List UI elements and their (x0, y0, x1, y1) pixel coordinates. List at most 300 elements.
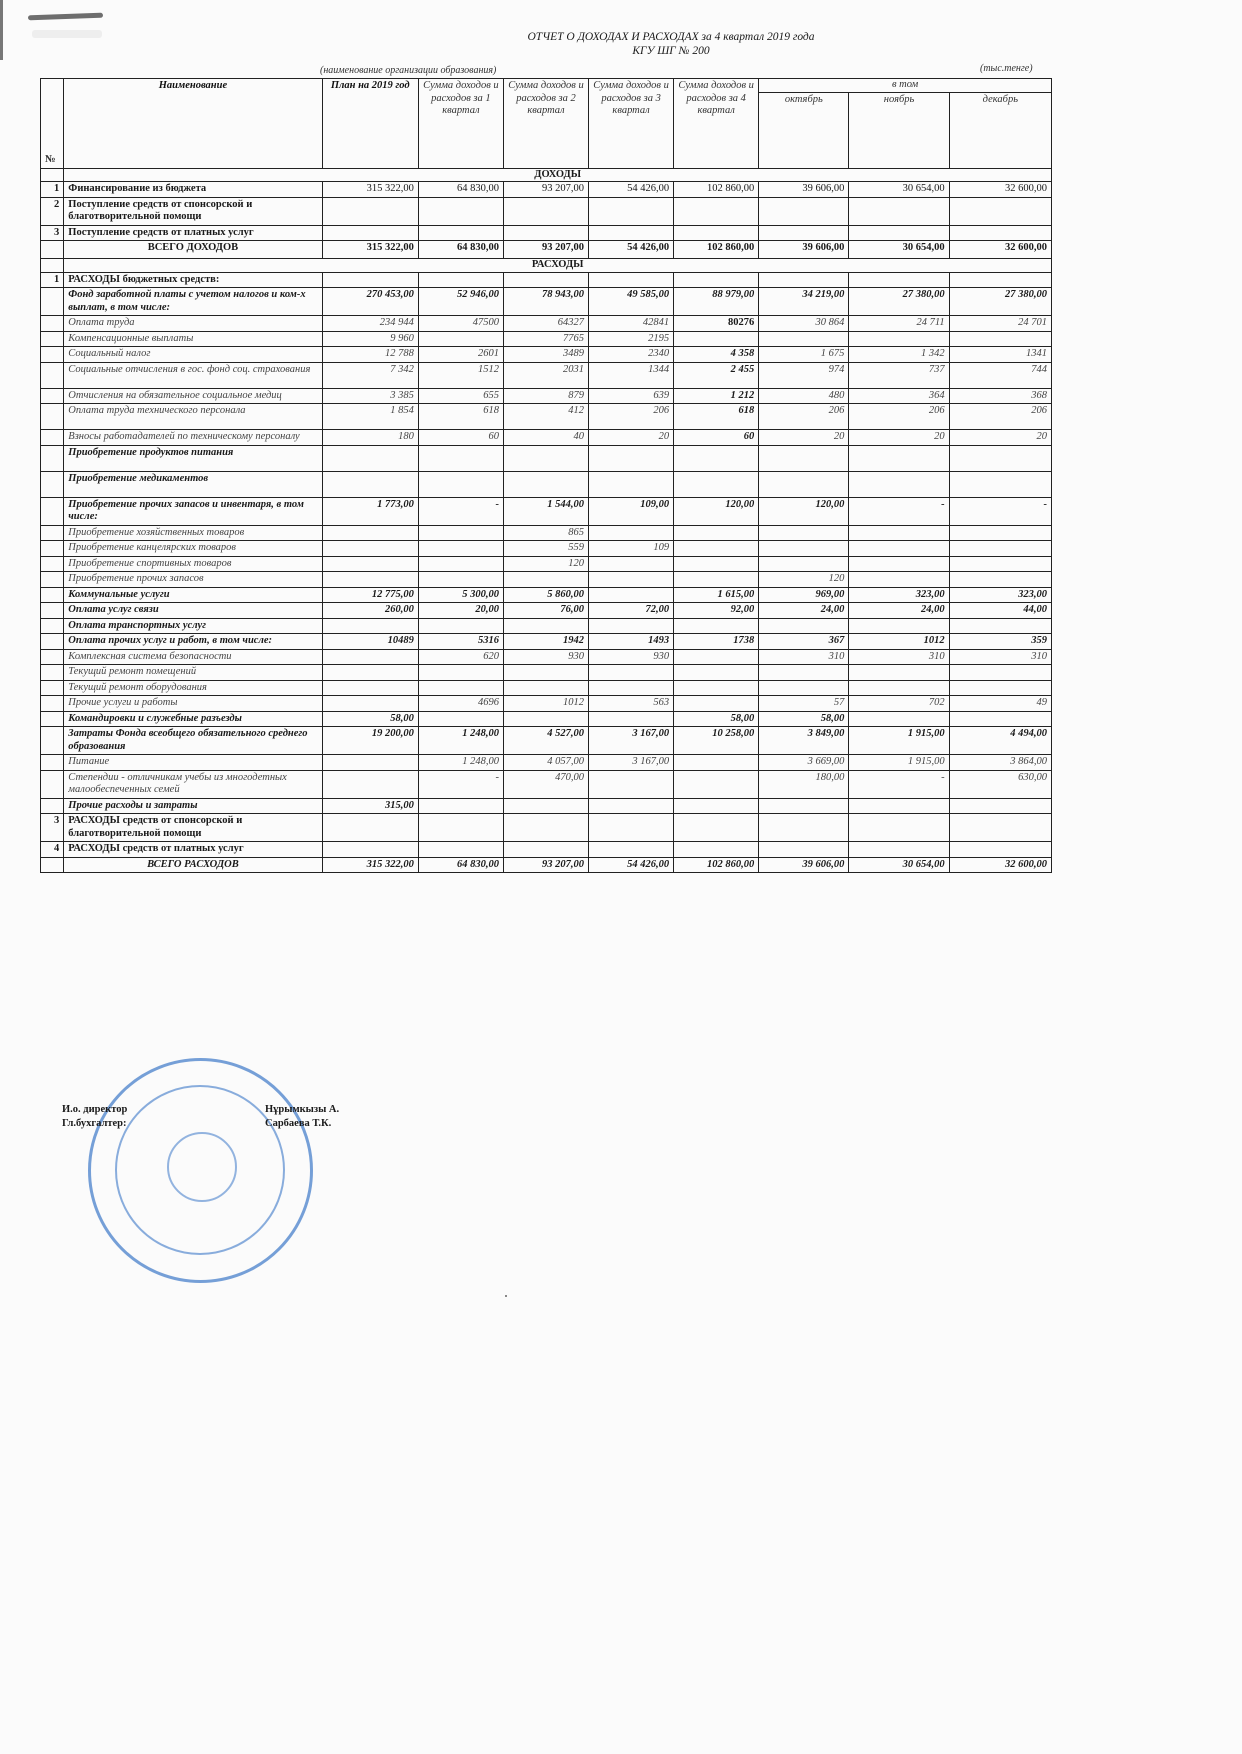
expenses-total-row (41, 857, 1052, 873)
cell-oct (759, 525, 849, 541)
cell-nov: 364 (849, 388, 949, 404)
cell-plan (322, 842, 418, 858)
cell-nov: 20 (849, 430, 949, 446)
cell-oct (759, 445, 849, 471)
cell-dec: 206 (949, 404, 1051, 430)
cell-q4 (674, 618, 759, 634)
cell-dec (949, 618, 1051, 634)
cell-nov: 310 (849, 649, 949, 665)
cell-nov (849, 572, 949, 588)
cell-oct: 20 (759, 430, 849, 446)
cell-nov (849, 814, 949, 842)
cell-q1 (418, 541, 503, 557)
cell-q3: 930 (589, 649, 674, 665)
cell-dec: 3 864,00 (949, 755, 1051, 771)
cell-nov: 1 915,00 (849, 755, 949, 771)
row-number (41, 572, 64, 588)
cell-plan: 12 788 (322, 347, 418, 363)
row-number: 1 (41, 272, 64, 288)
cell-plan (322, 471, 418, 497)
cell-q4: 618 (674, 404, 759, 430)
row-name: Коммунальные услуги (64, 587, 322, 603)
cell-q3 (589, 711, 674, 727)
row-name: РАСХОДЫ средств от спонсорской и благотворительной помощи (64, 814, 322, 842)
row-name: Прочие расходы и затраты (64, 798, 322, 814)
table-row (41, 445, 1052, 471)
organization-name: КГУ ШГ № 200 (632, 45, 710, 57)
cell-nov (849, 445, 949, 471)
cell-dec: 44,00 (949, 603, 1051, 619)
scan-dot (505, 1295, 507, 1297)
cell-dec (949, 814, 1051, 842)
cell-q2 (503, 572, 588, 588)
cell-dec (949, 556, 1051, 572)
table-row (41, 634, 1052, 650)
table-row (41, 404, 1052, 430)
cell-q3: 3 167,00 (589, 727, 674, 755)
cell-q2: 5 860,00 (503, 587, 588, 603)
row-number (41, 525, 64, 541)
accountant-name: Сарбаева Т.К. (265, 1118, 332, 1129)
row-name: Приобретение продуктов питания (64, 445, 322, 471)
cell-plan (322, 197, 418, 225)
cell-dec: 1341 (949, 347, 1051, 363)
cell-plan: 58,00 (322, 711, 418, 727)
total-label: ВСЕГО ДОХОДОВ (64, 241, 322, 259)
no-cell (41, 259, 64, 273)
table-row (41, 696, 1052, 712)
cell-q4: 10 258,00 (674, 727, 759, 755)
cell-q4 (674, 471, 759, 497)
cell-q2 (503, 445, 588, 471)
table-row (41, 272, 1052, 288)
income-total-row (41, 241, 1052, 259)
no-cell (41, 241, 64, 259)
row-name: Социальные отчисления в гос. фонд соц. страхования (64, 362, 322, 388)
cell-q1 (418, 197, 503, 225)
table-row (41, 727, 1052, 755)
total-nov: 30 654,00 (849, 857, 949, 873)
cell-q3: 3 167,00 (589, 755, 674, 771)
row-name: Оплата прочих услуг и работ, в том числе: (64, 634, 322, 650)
cell-q3 (589, 445, 674, 471)
cell-nov: 323,00 (849, 587, 949, 603)
row-number: 2 (41, 197, 64, 225)
cell-nov (849, 556, 949, 572)
row-number (41, 445, 64, 471)
accountant-label: Гл.бухгалтер: (62, 1118, 127, 1129)
row-number (41, 430, 64, 446)
cell-q2 (503, 842, 588, 858)
official-stamp (88, 1058, 313, 1283)
row-number (41, 711, 64, 727)
row-name: Приобретение спортивных товаров (64, 556, 322, 572)
cell-q1: 60 (418, 430, 503, 446)
cell-q3 (589, 556, 674, 572)
cell-nov: 30 654,00 (849, 182, 949, 198)
cell-q3 (589, 798, 674, 814)
cell-q2: 559 (503, 541, 588, 557)
row-name: Комплексная система безопасности (64, 649, 322, 665)
cell-nov: 702 (849, 696, 949, 712)
row-number (41, 680, 64, 696)
row-number (41, 587, 64, 603)
row-number (41, 347, 64, 363)
cell-q4: 1738 (674, 634, 759, 650)
cell-q4 (674, 445, 759, 471)
cell-oct: 367 (759, 634, 849, 650)
cell-q1 (418, 445, 503, 471)
total-nov: 30 654,00 (849, 241, 949, 259)
row-number (41, 770, 64, 798)
cell-dec (949, 798, 1051, 814)
cell-plan (322, 525, 418, 541)
cell-oct: 180,00 (759, 770, 849, 798)
cell-nov: 1 342 (849, 347, 949, 363)
cell-dec (949, 225, 1051, 241)
cell-oct (759, 680, 849, 696)
cell-q1 (418, 798, 503, 814)
cell-dec: 630,00 (949, 770, 1051, 798)
cell-q1 (418, 711, 503, 727)
cell-dec: 27 380,00 (949, 288, 1051, 316)
cell-plan: 19 200,00 (322, 727, 418, 755)
row-number: 3 (41, 225, 64, 241)
cell-oct (759, 814, 849, 842)
row-name: Компенсационные выплаты (64, 331, 322, 347)
cell-oct: 57 (759, 696, 849, 712)
row-name: Прочие услуги и работы (64, 696, 322, 712)
cell-q3: 109,00 (589, 497, 674, 525)
cell-q2: 78 943,00 (503, 288, 588, 316)
cell-oct: 30 864 (759, 316, 849, 332)
cell-plan (322, 755, 418, 771)
cell-oct (759, 225, 849, 241)
table-row (41, 711, 1052, 727)
cell-nov (849, 665, 949, 681)
report-title: ОТЧЕТ О ДОХОДАХ И РАСХОДАХ за 4 квартал 2019 года (527, 31, 815, 43)
row-number (41, 649, 64, 665)
cell-nov (849, 471, 949, 497)
cell-q2 (503, 665, 588, 681)
cell-nov (849, 331, 949, 347)
cell-q1: 47500 (418, 316, 503, 332)
cell-plan (322, 541, 418, 557)
cell-oct: 974 (759, 362, 849, 388)
total-label: ВСЕГО РАСХОДОВ (64, 857, 322, 873)
income-expense-table (40, 78, 1052, 873)
total-q3: 54 426,00 (589, 241, 674, 259)
row-number (41, 618, 64, 634)
total-q3: 54 426,00 (589, 857, 674, 873)
cell-q4: 88 979,00 (674, 288, 759, 316)
row-name: Приобретение прочих запасов и инвентаря, в том числе: (64, 497, 322, 525)
header-row (41, 79, 1052, 93)
table-row (41, 197, 1052, 225)
table-row (41, 288, 1052, 316)
cell-q4 (674, 696, 759, 712)
total-q1: 64 830,00 (418, 241, 503, 259)
cell-q3: 206 (589, 404, 674, 430)
cell-dec (949, 331, 1051, 347)
organization-caption: (наименование организации образования) (320, 65, 497, 76)
cell-nov: 24,00 (849, 603, 949, 619)
total-q4: 102 860,00 (674, 857, 759, 873)
col-header-q2: Сумма доходов и расходов за 2 квартал (503, 79, 588, 169)
cell-nov: 1012 (849, 634, 949, 650)
cell-q2: 64327 (503, 316, 588, 332)
total-q2: 93 207,00 (503, 857, 588, 873)
cell-plan (322, 225, 418, 241)
cell-q2: 930 (503, 649, 588, 665)
cell-oct (759, 272, 849, 288)
cell-plan (322, 665, 418, 681)
cell-q2: 93 207,00 (503, 182, 588, 198)
table-row (41, 770, 1052, 798)
row-number (41, 603, 64, 619)
row-name: РАСХОДЫ средств от платных услуг (64, 842, 322, 858)
cell-plan: 7 342 (322, 362, 418, 388)
table-row (41, 618, 1052, 634)
row-name: Затраты Фонда всеобщего обязательного среднего образования (64, 727, 322, 755)
col-header-nov: ноябрь (849, 92, 949, 168)
no-cell (41, 168, 64, 182)
cell-dec (949, 842, 1051, 858)
emblem-icon (167, 1132, 237, 1202)
cell-q4 (674, 649, 759, 665)
cell-q2: 76,00 (503, 603, 588, 619)
cell-q2: 1012 (503, 696, 588, 712)
cell-dec: 32 600,00 (949, 182, 1051, 198)
cell-q1: 655 (418, 388, 503, 404)
cell-oct (759, 618, 849, 634)
cell-q2 (503, 272, 588, 288)
cell-dec (949, 680, 1051, 696)
total-q1: 64 830,00 (418, 857, 503, 873)
cell-plan (322, 649, 418, 665)
total-dec: 32 600,00 (949, 241, 1051, 259)
cell-dec: 310 (949, 649, 1051, 665)
cell-plan: 1 773,00 (322, 497, 418, 525)
row-number (41, 388, 64, 404)
cell-q4 (674, 225, 759, 241)
cell-plan: 1 854 (322, 404, 418, 430)
no-cell (41, 857, 64, 873)
cell-q2: 865 (503, 525, 588, 541)
cell-oct (759, 556, 849, 572)
cell-q3 (589, 225, 674, 241)
row-name: Фонд заработной платы с учетом налогов и ком-х выплат, в том числе: (64, 288, 322, 316)
cell-oct (759, 331, 849, 347)
cell-q4: 2 455 (674, 362, 759, 388)
cell-oct: 3 849,00 (759, 727, 849, 755)
cell-dec (949, 525, 1051, 541)
director-name: Нұрымкызы А. (265, 1104, 340, 1115)
col-header-q1: Сумма доходов и расходов за 1 квартал (418, 79, 503, 169)
table-row (41, 182, 1052, 198)
units-label: (тыс.тенге) (980, 63, 1033, 74)
cell-oct: 39 606,00 (759, 182, 849, 198)
cell-q3: 49 585,00 (589, 288, 674, 316)
cell-oct (759, 471, 849, 497)
cell-q2 (503, 798, 588, 814)
row-number (41, 471, 64, 497)
cell-plan (322, 572, 418, 588)
stamp-inner-ring (115, 1085, 285, 1255)
row-name: Степендии - отличникам учебы из многодетных малообеспеченных семей (64, 770, 322, 798)
cell-q1: - (418, 770, 503, 798)
scan-edge (0, 0, 3, 60)
row-number (41, 755, 64, 771)
cell-q1: 52 946,00 (418, 288, 503, 316)
cell-plan (322, 680, 418, 696)
cell-q4: 92,00 (674, 603, 759, 619)
cell-oct: 34 219,00 (759, 288, 849, 316)
cell-oct: 480 (759, 388, 849, 404)
cell-oct: 120 (759, 572, 849, 588)
cell-q3 (589, 770, 674, 798)
cell-dec: 368 (949, 388, 1051, 404)
col-header-name: Наименование (64, 79, 322, 169)
cell-q2: 1 544,00 (503, 497, 588, 525)
row-number (41, 541, 64, 557)
cell-nov (849, 272, 949, 288)
cell-oct (759, 842, 849, 858)
cell-plan: 234 944 (322, 316, 418, 332)
cell-oct: 1 675 (759, 347, 849, 363)
row-number (41, 696, 64, 712)
table-row (41, 225, 1052, 241)
cell-nov: - (849, 497, 949, 525)
cell-q3 (589, 618, 674, 634)
cell-plan (322, 814, 418, 842)
cell-q3: 54 426,00 (589, 182, 674, 198)
cell-q1: 620 (418, 649, 503, 665)
cell-plan: 12 775,00 (322, 587, 418, 603)
cell-dec: 359 (949, 634, 1051, 650)
col-header-plan: План на 2019 год (322, 79, 418, 169)
row-name: Текущий ремонт оборудования (64, 680, 322, 696)
cell-q1: 20,00 (418, 603, 503, 619)
table-row (41, 541, 1052, 557)
cell-q2: 120 (503, 556, 588, 572)
cell-q2: 879 (503, 388, 588, 404)
director-label: И.о. директор (62, 1104, 128, 1115)
row-number (41, 798, 64, 814)
row-name: Финансирование из бюджета (64, 182, 322, 198)
total-q4: 102 860,00 (674, 241, 759, 259)
row-name: Поступление средств от платных услуг (64, 225, 322, 241)
row-name: Отчисления на обязательное социальное медиц (64, 388, 322, 404)
cell-q3 (589, 680, 674, 696)
cell-oct (759, 665, 849, 681)
cell-q3: 563 (589, 696, 674, 712)
cell-q1: 5 300,00 (418, 587, 503, 603)
row-name: Питание (64, 755, 322, 771)
row-number: 3 (41, 814, 64, 842)
cell-q3: 42841 (589, 316, 674, 332)
cell-nov (849, 618, 949, 634)
cell-oct: 58,00 (759, 711, 849, 727)
cell-q1: 1512 (418, 362, 503, 388)
cell-nov: 206 (849, 404, 949, 430)
cell-dec: 49 (949, 696, 1051, 712)
cell-dec (949, 665, 1051, 681)
cell-q4 (674, 755, 759, 771)
table-row (41, 347, 1052, 363)
cell-q3 (589, 525, 674, 541)
cell-q3: 20 (589, 430, 674, 446)
cell-dec: - (949, 497, 1051, 525)
row-name: Поступление средств от спонсорской и благотворительной помощи (64, 197, 322, 225)
cell-dec: 24 701 (949, 316, 1051, 332)
table-row (41, 556, 1052, 572)
col-header-including: в том (759, 79, 1052, 93)
cell-plan: 180 (322, 430, 418, 446)
expenses-section-title: РАСХОДЫ (64, 259, 1052, 273)
row-name: РАСХОДЫ бюджетных средств: (64, 272, 322, 288)
cell-nov (849, 798, 949, 814)
cell-q1: 2601 (418, 347, 503, 363)
cell-q4 (674, 272, 759, 288)
row-name: Оплата транспортных услуг (64, 618, 322, 634)
cell-q4 (674, 197, 759, 225)
cell-q1 (418, 525, 503, 541)
cell-oct: 310 (759, 649, 849, 665)
row-name: Оплата труда технического персонала (64, 404, 322, 430)
row-name: Приобретение прочих запасов (64, 572, 322, 588)
cell-q3: 109 (589, 541, 674, 557)
total-dec: 32 600,00 (949, 857, 1051, 873)
cell-plan: 260,00 (322, 603, 418, 619)
total-q2: 93 207,00 (503, 241, 588, 259)
cell-nov: - (849, 770, 949, 798)
cell-plan (322, 556, 418, 572)
cell-q4 (674, 798, 759, 814)
cell-q4 (674, 331, 759, 347)
row-name: Приобретение медикаментов (64, 471, 322, 497)
cell-q2: 3489 (503, 347, 588, 363)
cell-nov: 27 380,00 (849, 288, 949, 316)
cell-nov (849, 711, 949, 727)
cell-q2: 40 (503, 430, 588, 446)
total-plan: 315 322,00 (322, 857, 418, 873)
table-row (41, 680, 1052, 696)
cell-q1 (418, 665, 503, 681)
col-header-no: № (41, 79, 64, 169)
cell-q3 (589, 471, 674, 497)
table-row (41, 755, 1052, 771)
cell-q3 (589, 842, 674, 858)
row-number (41, 634, 64, 650)
col-header-oct: октябрь (759, 92, 849, 168)
table-row (41, 430, 1052, 446)
cell-q1: - (418, 497, 503, 525)
table-row (41, 388, 1052, 404)
cell-nov: 737 (849, 362, 949, 388)
cell-dec (949, 572, 1051, 588)
cell-nov (849, 225, 949, 241)
row-number: 4 (41, 842, 64, 858)
cell-plan: 315 322,00 (322, 182, 418, 198)
row-number (41, 497, 64, 525)
cell-q4 (674, 572, 759, 588)
cell-dec (949, 541, 1051, 557)
cell-q3 (589, 665, 674, 681)
cell-q4: 1 615,00 (674, 587, 759, 603)
cell-dec: 20 (949, 430, 1051, 446)
cell-q1 (418, 618, 503, 634)
